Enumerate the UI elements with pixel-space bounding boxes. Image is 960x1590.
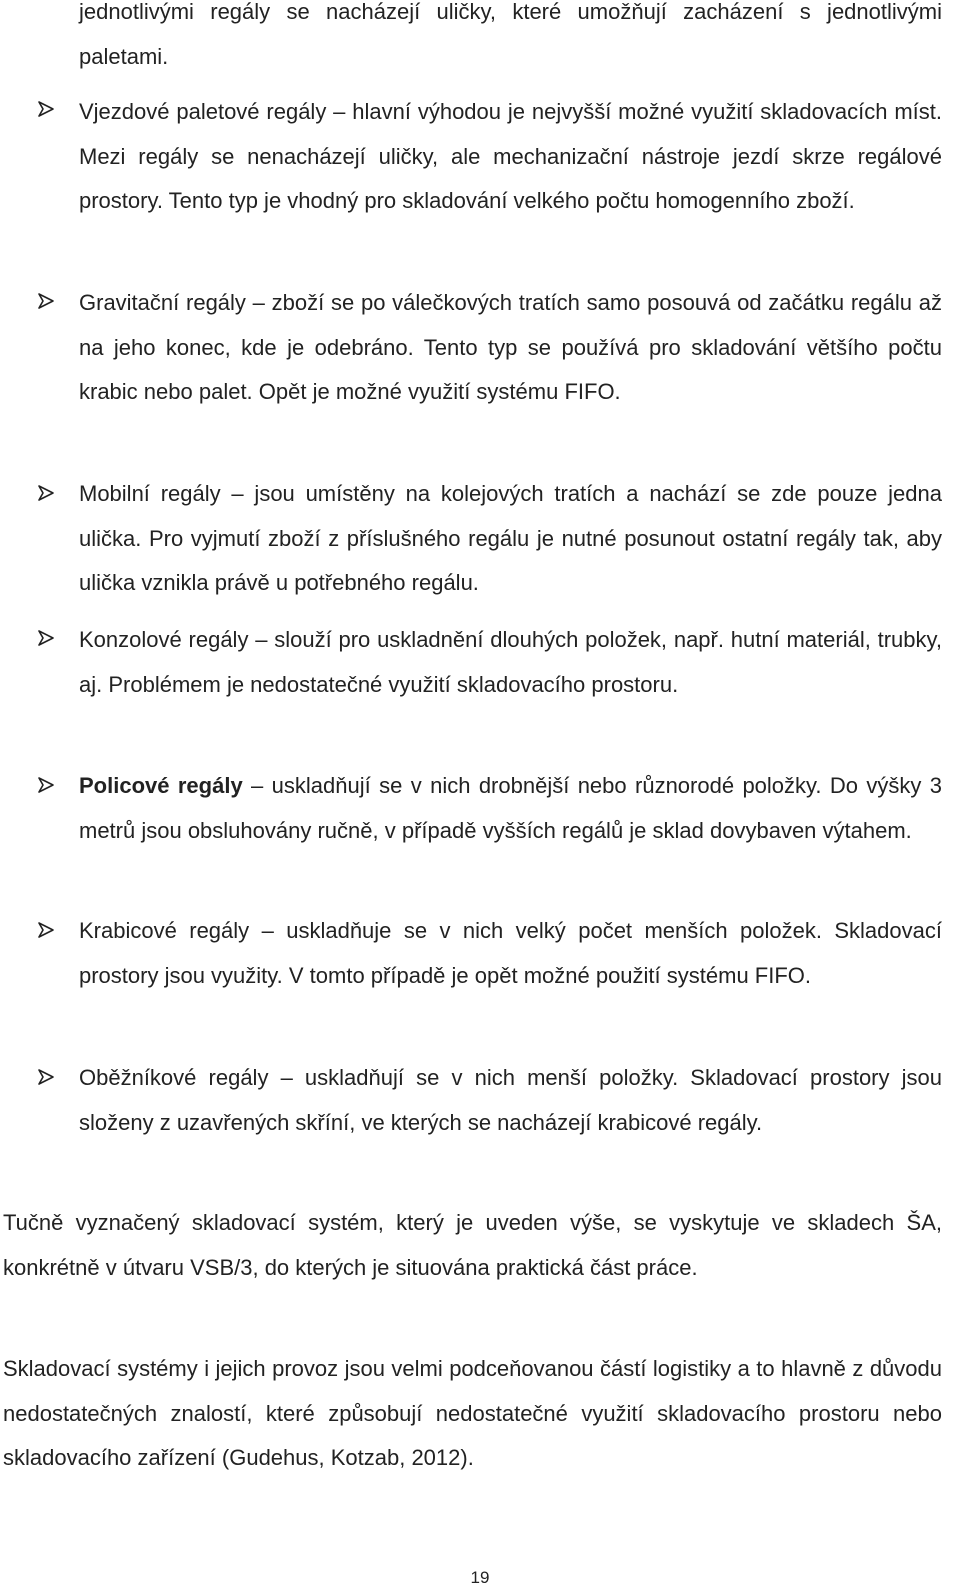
paragraph-text: Skladovací systémy i jejich provoz jsou velmi podceňovanou částí logistiky a to hlavně z důvodu nedostatečných znalostí, které způsobují nedostatečné využití skladovacího prostoru nebo skladovacího zařízení (Gudehus, Kotzab, 2012). xyxy=(3,1356,942,1470)
arrowhead-bullet-icon xyxy=(36,99,64,127)
arrowhead-bullet-icon xyxy=(36,483,64,511)
list-item xyxy=(79,90,942,224)
arrowhead-bullet-icon xyxy=(36,1067,64,1095)
list-item-continuation xyxy=(79,0,942,79)
list-item xyxy=(79,1056,942,1145)
page-number: 19 xyxy=(470,1568,490,1587)
body-paragraph xyxy=(3,1347,942,1481)
arrowhead-bullet-icon xyxy=(36,628,64,656)
list-item-text: – uskladňují se v nich drobnější nebo různorodé položky. Do výšky 3 metrů jsou obsluhovány ručně, v případě vyšších regálů je sklad dovybaven výtahem. xyxy=(79,773,942,843)
list-item xyxy=(79,618,942,707)
list-item xyxy=(79,281,942,415)
list-item-text: Konzolové regály – slouží pro uskladnění dlouhých položek, např. hutní materiál, trubky, aj. Problémem je nedostatečné využití skladovacího prostoru. xyxy=(79,627,942,697)
body-paragraph xyxy=(3,1201,942,1290)
list-item-text: Oběžníkové regály – uskladňují se v nich menší položky. Skladovací prostory jsou složeny z uzavřených skříní, ve kterých se nacházejí krabicové regály. xyxy=(79,1065,942,1135)
list-item xyxy=(79,764,942,853)
list-item-text: Krabicové regály – uskladňuje se v nich velký počet menších položek. Skladovací prostory jsou využity. V tomto případě je opět možné použití systému FIFO. xyxy=(79,918,942,988)
list-item-text: Mobilní regály – jsou umístěny na kolejových tratích a nachází se zde pouze jedna ulička. Pro vyjmutí zboží z příslušného regálu je nutné posunout ostatní regály tak, aby ulička vznikla právě u potřebného regálu. xyxy=(79,481,942,595)
arrowhead-bullet-icon xyxy=(36,920,64,948)
list-item xyxy=(79,472,942,606)
list-item-text: jednotlivými regály se nacházejí uličky, které umožňují zacházení s jednotlivými paletami. xyxy=(79,0,942,69)
bold-term: Policové regály xyxy=(79,773,243,798)
arrowhead-bullet-icon xyxy=(36,291,64,319)
list-item-text: Vjezdové paletové regály – hlavní výhodou je nejvyšší možné využití skladovacích míst. Mezi regály se nenacházejí uličky, ale mechanizační nástroje jezdí skrze regálové prostory. Tento typ je vhodný pro skladování velkého počtu homogenního zboží. xyxy=(79,99,942,213)
list-item xyxy=(79,909,942,998)
arrowhead-bullet-icon xyxy=(36,775,64,803)
list-item-text: Gravitační regály – zboží se po válečkových tratích samo posouvá od začátku regálu až na jeho konec, kde je odebráno. Tento typ se používá pro skladování většího počtu krabic nebo palet. Opět je možné využití systému FIFO. xyxy=(79,290,942,404)
paragraph-text: Tučně vyznačený skladovací systém, který je uveden výše, se vyskytuje ve skladech ŠA, konkrétně v útvaru VSB/3, do kterých je situována praktická část práce. xyxy=(3,1210,942,1280)
